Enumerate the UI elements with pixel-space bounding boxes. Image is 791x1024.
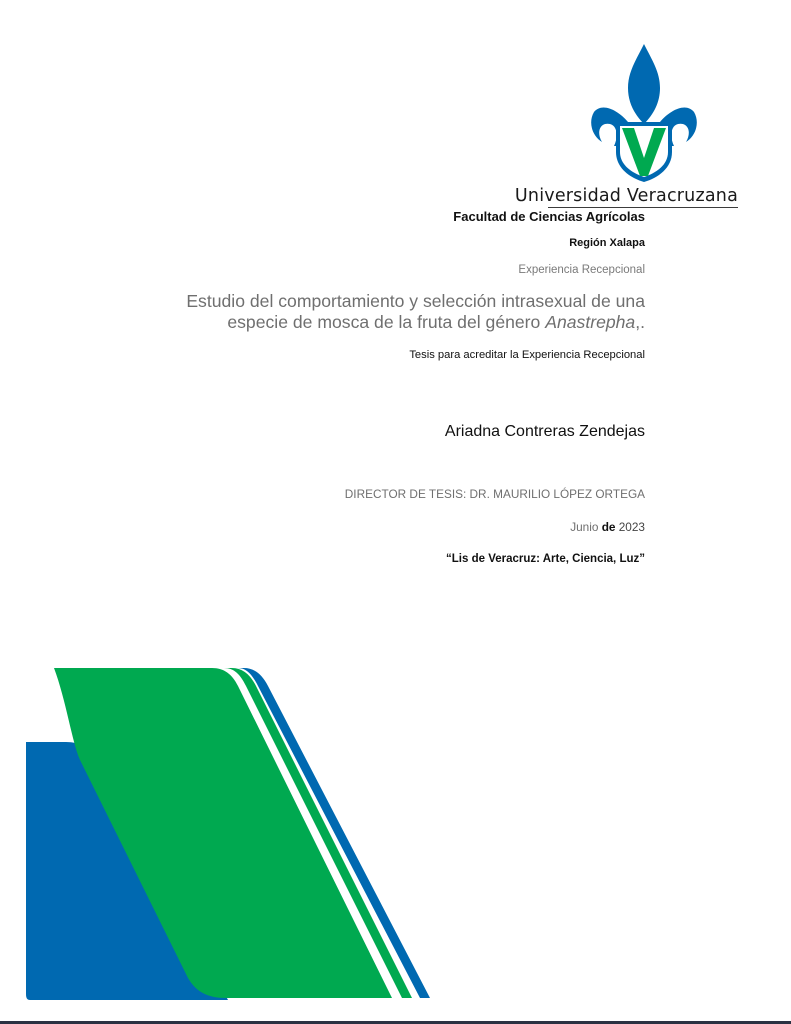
thesis-title-line-2-suffix: ,. — [635, 312, 645, 332]
date-month: Junio — [570, 520, 599, 534]
region-name: Región Xalapa — [569, 237, 645, 249]
date-year: 2023 — [618, 520, 645, 534]
thesis-title-line-2 — [186, 312, 645, 333]
thesis-title-genus: Anastrepha — [545, 312, 636, 332]
course-name: Experiencia Recepcional — [518, 264, 645, 276]
thesis-title — [186, 291, 645, 333]
flor-de-lis-logo-icon — [588, 42, 700, 184]
faculty-name: Facultad de Ciencias Agrícolas — [453, 209, 645, 224]
thesis-date — [570, 520, 645, 534]
thesis-director: DIRECTOR DE TESIS: DR. MAURILIO LÓPEZ ORTEGA — [344, 487, 645, 501]
thesis-title-line-2-prefix: especie de mosca de la fruta del género — [227, 312, 546, 332]
thesis-subtitle: Tesis para acreditar la Experiencia Recepcional — [409, 349, 645, 361]
decorative-stripes-graphic — [0, 660, 791, 1024]
author-name: Ariadna Contreras Zendejas — [444, 423, 645, 440]
thesis-title-line-1: Estudio del comportamiento y selección intrasexual de una — [186, 291, 645, 311]
university-name: Universidad Veracruzana — [514, 186, 738, 206]
university-motto: “Lis de Veracruz: Arte, Ciencia, Luz” — [446, 553, 645, 565]
date-connector: de — [601, 520, 616, 534]
university-underline — [548, 207, 738, 208]
